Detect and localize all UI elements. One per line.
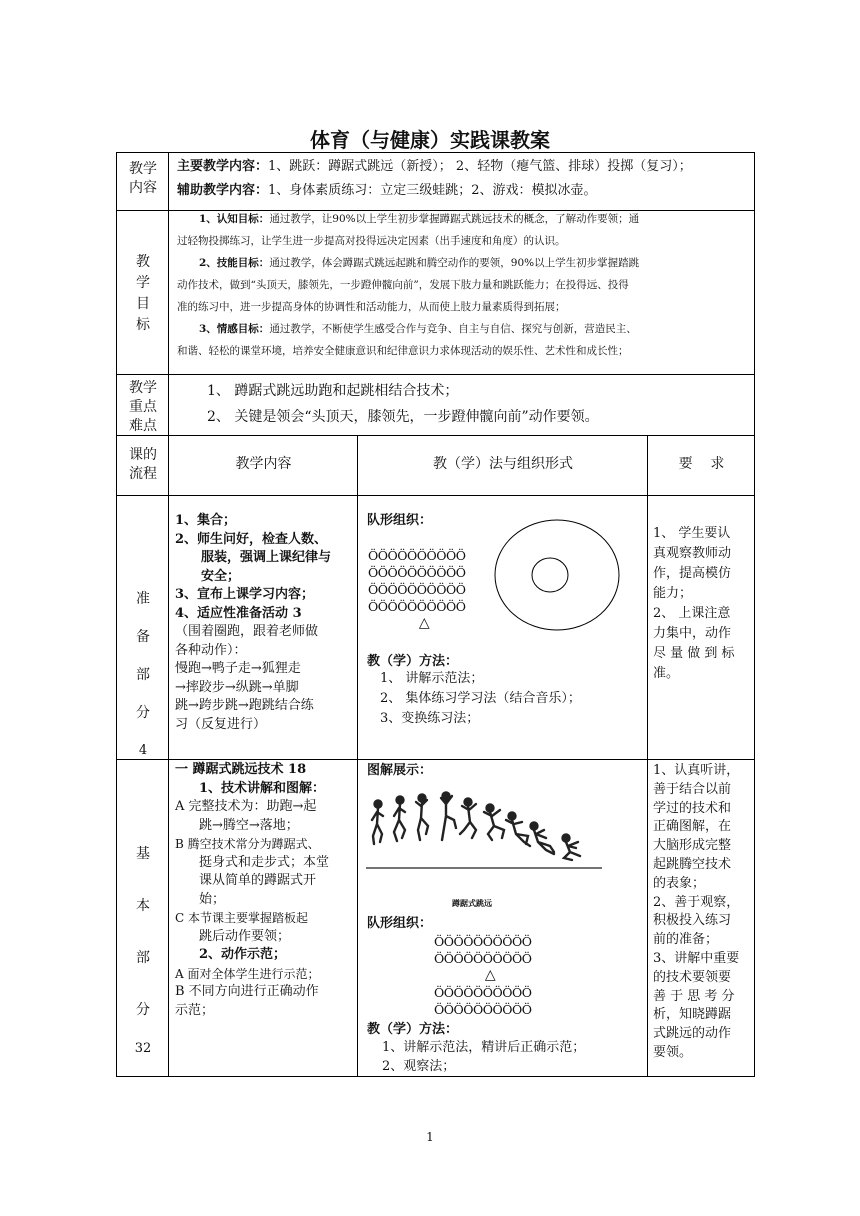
key-points-label-text: 教学重点难点 — [129, 380, 157, 434]
jumper-figure — [531, 823, 555, 855]
skill-goal-line: 通过教学，体会蹲踞式跳远起跳和腾空动作的要领，90%以上学生初步掌握踏跳 — [269, 257, 640, 269]
key-point-item: 1、 蹲踞式跳远助跑和起跳相结合技术； — [207, 383, 459, 399]
jumper-figure — [484, 805, 504, 841]
prep-methods — [380, 669, 640, 729]
jumper-figure — [372, 801, 383, 845]
requirement-line: 要领。 — [653, 1044, 693, 1060]
requirement-line: 积极投入练习 — [653, 913, 732, 929]
jumper-figure — [460, 799, 476, 839]
requirement-line: 力集中，动作 — [653, 626, 732, 641]
objectives-label — [118, 252, 168, 336]
method-item: 3、变换练习法； — [380, 711, 480, 726]
basic-section-label — [118, 828, 168, 1062]
student-row: ÖÖÖÖÖÖÖÖÖÖ — [368, 582, 466, 597]
basic-item: 示范； — [175, 1002, 215, 1018]
teacher-triangle: △ — [418, 615, 430, 631]
long-jump-sequence-illustration — [364, 786, 604, 910]
requirement-line: 的技术要领要 — [653, 969, 732, 985]
flow-header-col4: 要 求 — [678, 456, 725, 472]
prep-requirements — [653, 524, 749, 684]
basic-item: 挺身式和走步式；本堂 — [199, 854, 330, 870]
affective-goal-line: 通过教学，不断使学生感受合作与竞争、自主与自信、探究与创新，营造民主、 — [269, 323, 637, 335]
jumper-figure — [416, 795, 428, 841]
prep-method-label: 教（学）方法： — [367, 654, 459, 669]
key-points-content — [207, 378, 747, 430]
requirement-line: 起跳腾空技术 — [653, 856, 732, 872]
col-divider — [168, 152, 169, 1077]
basic-methods — [382, 1038, 642, 1076]
prep-item: 3、宣布上课学习内容； — [175, 587, 315, 602]
skill-goal-line: 准的练习中，进一步提高身体的协调性和活动能力，从而使上肢力量素质得到拓展； — [177, 301, 566, 313]
row-divider — [116, 495, 755, 496]
skill-goal-label: 2、技能目标： — [199, 257, 270, 269]
requirement-line: 善 于 思 考 分 — [653, 988, 735, 1004]
requirement-line: 能力； — [653, 586, 693, 601]
basic-item: 跳→腾空→落地； — [199, 817, 299, 833]
requirement-line: 3、讲解中重要 — [653, 950, 740, 966]
teacher-triangle: △ — [484, 967, 496, 983]
row-divider — [116, 759, 755, 760]
page-title: 体育（与健康）实践课教案 — [310, 128, 550, 152]
main-content — [177, 158, 755, 200]
student-row: ÖÖÖÖÖÖÖÖÖÖ — [434, 1002, 532, 1017]
requirement-line: 作，提高模仿 — [653, 566, 732, 581]
basic-item: 课从简单的蹲踞式开 — [199, 873, 317, 888]
requirement-line: 真观察教师动 — [653, 546, 732, 561]
requirement-line: 准。 — [653, 666, 680, 681]
student-row: ÖÖÖÖÖÖÖÖÖÖ — [434, 985, 532, 1000]
jumper-figure — [394, 797, 405, 842]
method-item: 1、讲解示范法，精讲后正确示范； — [382, 1040, 586, 1055]
prep-item: 安全； — [201, 568, 241, 584]
flow-header-col1: 课的流程 — [129, 447, 157, 482]
jumper-figure — [506, 813, 530, 847]
prep-label-char: 备 — [136, 629, 150, 645]
main-content-label: 主要教学内容： — [177, 159, 269, 174]
requirement-line: 善于结合以前 — [653, 781, 732, 797]
jumper-figure — [441, 793, 456, 841]
cognitive-goal-line: 过轻物投掷练习，让学生进一步提高对投得远决定因素（出手速度和角度）的认识。 — [177, 235, 566, 247]
prep-label-char: 准 — [136, 591, 150, 607]
prep-formation-label: 队形组织： — [367, 513, 433, 528]
prep-item: 习（反复进行） — [175, 716, 267, 732]
prep-content — [175, 512, 357, 734]
prep-item: →摔跤步→纵跳→单脚 — [175, 679, 299, 695]
requirement-line: 1、认真听讲， — [653, 763, 740, 778]
basic-label-char: 本 — [136, 898, 150, 914]
prep-item: 跳→跨步跳→跑跳结合练 — [175, 698, 314, 713]
prep-item: 1、集合； — [175, 513, 237, 528]
requirement-line: 尽 量 做 到 标 — [653, 646, 735, 661]
basic-method-label: 教（学）方法： — [367, 1022, 459, 1037]
requirement-line: 1、 学生要认 — [653, 526, 731, 541]
requirement-line: 析，知晓蹲踞 — [653, 1007, 732, 1023]
method-item: 2、 集体练习学习法（结合音乐）； — [380, 691, 581, 706]
basic-item: 一 蹲踞式跳远技术 18 — [175, 762, 307, 777]
student-row: ÖÖÖÖÖÖÖÖÖÖ — [368, 548, 466, 563]
key-point-item: 2、 关键是领会“头顶天，膝领先，一步蹬伸髋向前”动作要领。 — [207, 409, 599, 425]
prep-section-label — [118, 580, 168, 770]
aux-content-label: 辅助教学内容： — [177, 183, 269, 198]
content-label — [118, 160, 168, 198]
cognitive-goal-line: 通过教学，让90%以上学生初步掌握蹲踞式跳远技术的概念，了解动作要领；通 — [269, 213, 640, 225]
basic-item: A 面对全体学生进行示范； — [175, 966, 320, 981]
basic-minutes: 32 — [134, 1041, 152, 1056]
prep-formation — [368, 547, 488, 632]
prep-label-char: 部 — [136, 667, 150, 683]
diagram-caption: 蹲踞式跳远 — [452, 899, 492, 908]
basic-item: 2、动作示范； — [199, 947, 287, 962]
prep-label-char: 分 — [136, 705, 150, 721]
flow-header-col2: 教学内容 — [235, 456, 292, 472]
table-border-top — [116, 152, 755, 153]
table-border-left — [116, 152, 117, 1077]
basic-label-char: 分 — [136, 1002, 150, 1018]
row-divider — [116, 374, 755, 375]
jumper-figure — [563, 835, 581, 861]
student-row: ÖÖÖÖÖÖÖÖÖÖ — [368, 599, 466, 614]
outer-circle — [495, 520, 619, 630]
requirement-line: 正确图解，在 — [653, 819, 732, 835]
requirement-line: 2、 上课注意 — [653, 606, 731, 621]
prep-item: 4、适应性准备活动 3 — [175, 605, 302, 621]
affective-goal-line: 和谐、轻松的课堂环境，培养安全健康意识和纪律意识力求体现活动的娱乐性、艺术性和成长性； — [177, 345, 629, 357]
prep-item: 2、师生问好，检查人数、 — [175, 531, 328, 547]
basic-label-char: 部 — [136, 950, 150, 966]
basic-item: C 本节课主要掌握踏板起 — [175, 911, 308, 925]
prep-minutes: 4 — [138, 743, 148, 758]
running-circle-diagram — [493, 518, 621, 638]
requirement-line: 前的准备； — [653, 932, 719, 948]
page-number: 1 — [426, 1130, 434, 1144]
requirement-line: 2、善于观察， — [653, 894, 740, 910]
col-divider — [647, 435, 648, 1077]
cognitive-goal-label: 1、认知目标： — [199, 213, 270, 225]
col-divider — [357, 435, 358, 1077]
basic-item: 1、技术讲解和图解： — [199, 780, 326, 796]
content-label-text: 教学内容 — [129, 161, 157, 196]
prep-item: 各种动作）： — [175, 642, 247, 658]
table-border-right — [754, 152, 755, 1077]
diagram-label: 图解展示： — [367, 763, 433, 778]
requirement-line: 学过的技术和 — [653, 800, 732, 816]
row-divider — [116, 435, 755, 436]
requirement-line: 的表象； — [653, 875, 706, 891]
student-row: ÖÖÖÖÖÖÖÖÖÖ — [434, 951, 532, 966]
requirement-line: 式跳远的动作 — [653, 1026, 732, 1042]
aux-content-text: 1、身体素质练习：立定三级蛙跳；2、游戏：模拟冰壶。 — [268, 183, 597, 198]
student-row: ÖÖÖÖÖÖÖÖÖÖ — [434, 934, 532, 949]
affective-goal-label: 3、情感目标： — [199, 323, 270, 335]
basic-label-char: 基 — [136, 846, 150, 862]
basic-item: 跳后动作要领； — [199, 928, 291, 944]
method-item: 2、观察法； — [382, 1059, 456, 1074]
objectives-content — [177, 208, 751, 362]
student-row: ÖÖÖÖÖÖÖÖÖÖ — [368, 565, 466, 580]
key-points-label — [118, 379, 168, 436]
flow-header-col3: 教（学）法与组织形式 — [433, 456, 573, 472]
basic-formation-label: 队形组织： — [367, 916, 433, 931]
prep-item: 服装，强调上课纪律与 — [201, 550, 332, 565]
basic-content — [175, 761, 357, 1020]
prep-item: 慢跑→鸭子走→狐狸走 — [175, 661, 301, 676]
requirement-line: 大脑形成完整 — [653, 838, 732, 854]
table-border-bottom — [116, 1076, 755, 1077]
method-item: 1、 讲解示范法； — [380, 671, 484, 686]
inner-circle — [532, 558, 568, 592]
basic-item: B 不同方向进行正确动作 — [175, 984, 319, 999]
prep-item: （围着圈跑，跟着老师做 — [175, 624, 319, 639]
flow-header-label — [118, 446, 168, 484]
objectives-label-text: 教学目标 — [136, 254, 150, 333]
basic-item: 始； — [199, 891, 226, 907]
basic-item: A 完整技术为：助跑→起 — [175, 799, 317, 814]
skill-goal-line: 动作技术，做到“头顶天，膝领先，一步蹬伸髋向前”，发展下肢力量和跳跃能力；在投得远、投得 — [177, 279, 629, 291]
basic-formation — [434, 933, 554, 1018]
main-content-text: 1、跳跃：蹲踞式跳远（新授）； 2、轻物（瘪气篮、排球）投掷（复习）； — [268, 159, 692, 174]
basic-requirements — [653, 762, 749, 1063]
basic-item: B 腾空技术常分为蹲踞式、 — [175, 837, 320, 851]
